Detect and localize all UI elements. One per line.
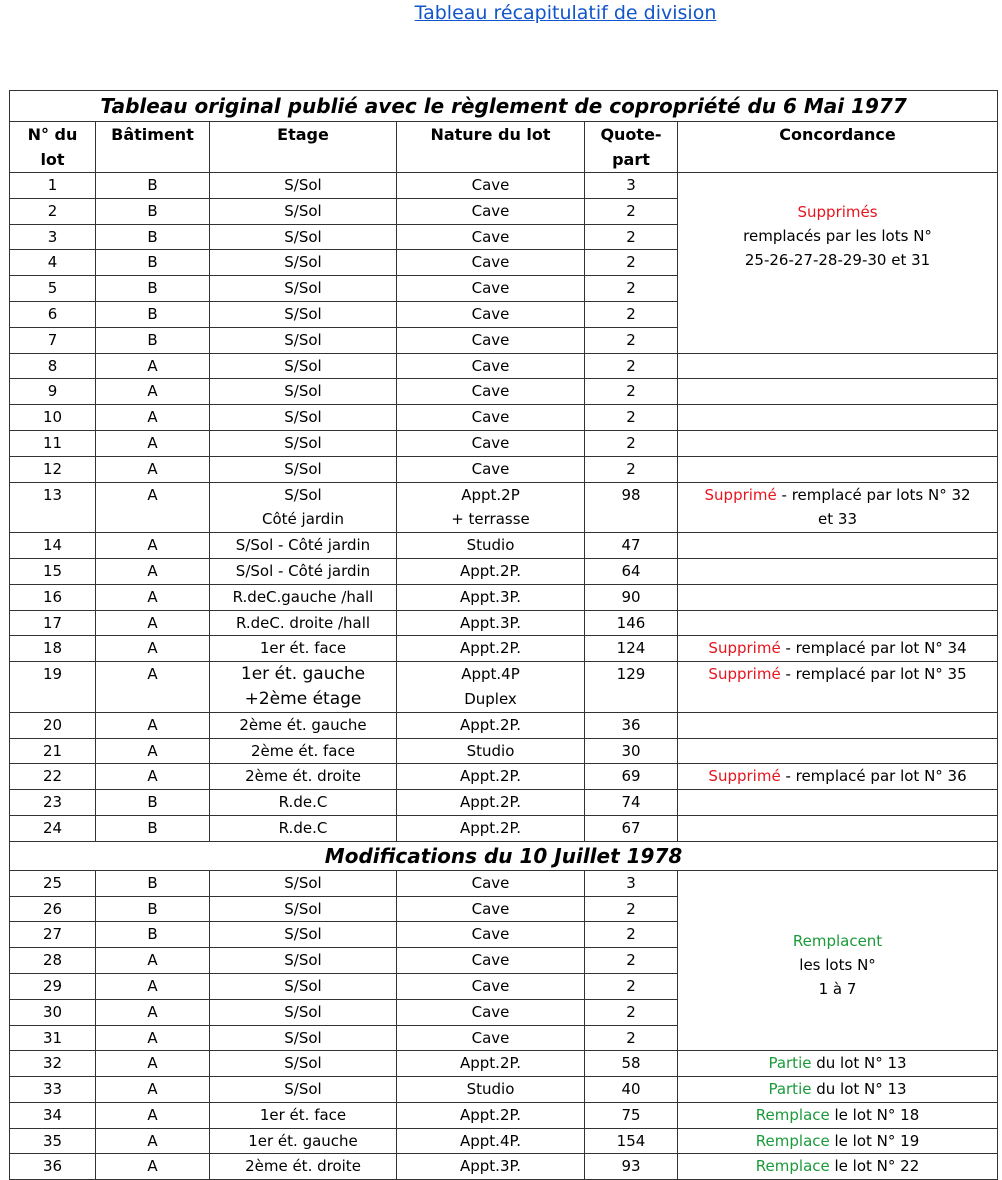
quote-part-cell: 2	[585, 379, 678, 405]
concordance-text: et 33	[818, 510, 858, 529]
col-header-lot: N° du lot	[10, 122, 96, 173]
concordance-line: 1 à 7	[818, 979, 857, 998]
etage-cell-line1: S/Sol	[284, 485, 322, 504]
lot-number: 17	[10, 610, 96, 636]
etage-cell: 2ème ét. face	[210, 738, 397, 764]
nature-cell: Appt.2P.	[397, 764, 585, 790]
lot-number: 1	[10, 173, 96, 199]
table-row	[10, 482, 998, 533]
concordance-cell-lots-25-31	[678, 870, 998, 1051]
status-supprimes: Supprimés	[797, 202, 878, 221]
lot-number: 16	[10, 584, 96, 610]
nature-cell: Appt.2P.	[397, 1102, 585, 1128]
quote-part-cell: 2	[585, 922, 678, 948]
etage-cell	[210, 662, 397, 713]
lot-number: 24	[10, 815, 96, 841]
table-row	[10, 405, 998, 431]
etage-cell: 2ème ét. droite	[210, 1154, 397, 1180]
lot-number: 32	[10, 1051, 96, 1077]
status-supprime: Supprimé	[708, 767, 781, 786]
etage-cell: 1er ét. face	[210, 1102, 397, 1128]
lot-number: 26	[10, 896, 96, 922]
concordance-status: Remplace	[755, 1105, 830, 1124]
etage-cell: S/Sol	[210, 301, 397, 327]
concordance-text: le lot N° 18	[829, 1105, 920, 1124]
nature-cell: Cave	[397, 922, 585, 948]
quote-part-cell: 2	[585, 224, 678, 250]
concordance-status: Remplace	[755, 1131, 830, 1150]
status-supprime: Supprimé	[708, 665, 781, 684]
lot-number: 29	[10, 973, 96, 999]
etage-cell: S/Sol - Côté jardin	[210, 558, 397, 584]
etage-cell: 1er ét. gauche	[210, 1128, 397, 1154]
batiment-cell: A	[96, 662, 210, 713]
nature-cell: Appt.2P.	[397, 790, 585, 816]
table-row	[10, 1154, 998, 1180]
nature-cell: Cave	[397, 973, 585, 999]
batiment-cell: B	[96, 896, 210, 922]
nature-cell: Cave	[397, 353, 585, 379]
batiment-cell: A	[96, 738, 210, 764]
nature-cell: Cave	[397, 198, 585, 224]
concordance-cell	[678, 379, 998, 405]
quote-part-cell: 2	[585, 327, 678, 353]
modifications-title-row	[10, 841, 998, 870]
lot-number: 3	[10, 224, 96, 250]
table-row	[10, 738, 998, 764]
etage-cell: S/Sol	[210, 327, 397, 353]
quote-part-cell: 47	[585, 533, 678, 559]
concordance-status: Partie	[768, 1054, 812, 1073]
nature-cell: Appt.2P.	[397, 1051, 585, 1077]
nature-cell: Cave	[397, 327, 585, 353]
quote-part-cell: 36	[585, 712, 678, 738]
header-row	[10, 122, 998, 173]
concordance-cell-lots-1-7	[678, 173, 998, 354]
nature-cell: Cave	[397, 1025, 585, 1051]
lot-number: 5	[10, 276, 96, 302]
batiment-cell: A	[96, 973, 210, 999]
lot-number: 10	[10, 405, 96, 431]
nature-cell: Appt.3P.	[397, 1154, 585, 1180]
concordance-cell	[678, 558, 998, 584]
lot-number: 31	[10, 1025, 96, 1051]
nature-cell: Cave	[397, 379, 585, 405]
batiment-cell: B	[96, 922, 210, 948]
concordance-cell	[678, 610, 998, 636]
status-supprime: Supprimé	[708, 639, 781, 658]
quote-part-cell: 93	[585, 1154, 678, 1180]
table-row	[10, 636, 998, 662]
concordance-status: Remplace	[755, 1157, 830, 1176]
lot-number: 6	[10, 301, 96, 327]
nature-cell: Studio	[397, 1077, 585, 1103]
batiment-cell: B	[96, 250, 210, 276]
quote-part-cell: 2	[585, 948, 678, 974]
etage-cell: S/Sol	[210, 276, 397, 302]
col-header-etage: Etage	[210, 122, 397, 173]
lot-number: 27	[10, 922, 96, 948]
concordance-cell	[678, 1102, 998, 1128]
quote-part-cell: 2	[585, 198, 678, 224]
table-row	[10, 712, 998, 738]
concordance-text: le lot N° 22	[829, 1157, 920, 1176]
lot-number: 20	[10, 712, 96, 738]
lot-number: 35	[10, 1128, 96, 1154]
table-row	[10, 558, 998, 584]
table-row	[10, 430, 998, 456]
concordance-cell	[678, 456, 998, 482]
etage-cell: 2ème ét. droite	[210, 764, 397, 790]
concordance-cell	[678, 1154, 998, 1180]
concordance-line: 25-26-27-28-29-30 et 31	[744, 250, 931, 269]
lot-number: 19	[10, 662, 96, 713]
batiment-cell: B	[96, 870, 210, 896]
quote-part-cell: 64	[585, 558, 678, 584]
modifications-title: Modifications du 10 Juillet 1978	[10, 841, 998, 870]
nature-cell: Cave	[397, 456, 585, 482]
concordance-cell	[678, 815, 998, 841]
etage-cell: S/Sol	[210, 198, 397, 224]
batiment-cell: B	[96, 327, 210, 353]
quote-part-cell: 40	[585, 1077, 678, 1103]
table-row	[10, 790, 998, 816]
quote-part-cell: 2	[585, 999, 678, 1025]
etage-cell: S/Sol	[210, 250, 397, 276]
table-title-row	[10, 91, 998, 122]
etage-cell-line1: 1er ét. gauche	[240, 664, 366, 685]
concordance-cell	[678, 405, 998, 431]
concordance-cell	[678, 790, 998, 816]
quote-part-cell: 90	[585, 584, 678, 610]
lot-number: 13	[10, 482, 96, 533]
concordance-text: - remplacé par lot N° 34	[780, 639, 967, 658]
batiment-cell: A	[96, 353, 210, 379]
batiment-cell: A	[96, 610, 210, 636]
nature-cell: Studio	[397, 533, 585, 559]
concordance-cell	[678, 1128, 998, 1154]
nature-cell: Cave	[397, 870, 585, 896]
nature-cell: Cave	[397, 301, 585, 327]
etage-cell: S/Sol	[210, 922, 397, 948]
nature-cell: Appt.3P.	[397, 610, 585, 636]
lot-number: 22	[10, 764, 96, 790]
lot-number: 4	[10, 250, 96, 276]
concordance-cell	[678, 533, 998, 559]
batiment-cell: A	[96, 712, 210, 738]
concordance-cell	[678, 482, 998, 533]
quote-part-cell: 129	[585, 662, 678, 713]
batiment-cell: A	[96, 636, 210, 662]
etage-cell	[210, 482, 397, 533]
lot-number: 11	[10, 430, 96, 456]
concordance-cell	[678, 1077, 998, 1103]
quote-part-cell: 2	[585, 456, 678, 482]
lot-number: 25	[10, 870, 96, 896]
lot-number: 30	[10, 999, 96, 1025]
lot-number: 28	[10, 948, 96, 974]
table-row	[10, 353, 998, 379]
concordance-cell	[678, 738, 998, 764]
batiment-cell: A	[96, 1128, 210, 1154]
table-row	[10, 610, 998, 636]
lot-number: 33	[10, 1077, 96, 1103]
etage-cell: S/Sol - Côté jardin	[210, 533, 397, 559]
nature-cell-line2: + terrasse	[451, 510, 530, 529]
etage-cell: S/Sol	[210, 456, 397, 482]
quote-part-cell: 2	[585, 276, 678, 302]
etage-cell: R.deC. droite /hall	[210, 610, 397, 636]
concordance-line: remplacés par les lots N°	[743, 226, 932, 245]
nature-cell	[397, 662, 585, 713]
etage-cell-line2: +2ème étage	[244, 688, 362, 709]
quote-part-cell: 2	[585, 1025, 678, 1051]
quote-part-cell: 154	[585, 1128, 678, 1154]
concordance-line: les lots N°	[799, 955, 876, 974]
etage-cell: S/Sol	[210, 173, 397, 199]
quote-part-cell: 30	[585, 738, 678, 764]
etage-cell: R.deC.gauche /hall	[210, 584, 397, 610]
table-row	[10, 533, 998, 559]
etage-cell: S/Sol	[210, 430, 397, 456]
batiment-cell: A	[96, 456, 210, 482]
lot-number: 15	[10, 558, 96, 584]
status-supprime: Supprimé	[704, 485, 777, 504]
concordance-cell	[678, 430, 998, 456]
table-row	[10, 1051, 998, 1077]
etage-cell: S/Sol	[210, 224, 397, 250]
concordance-cell	[678, 712, 998, 738]
lot-number: 9	[10, 379, 96, 405]
quote-part-cell: 2	[585, 973, 678, 999]
batiment-cell: A	[96, 764, 210, 790]
etage-cell: 1er ét. face	[210, 636, 397, 662]
batiment-cell: B	[96, 173, 210, 199]
lot-number: 21	[10, 738, 96, 764]
table-row	[10, 1077, 998, 1103]
table-row	[10, 1128, 998, 1154]
batiment-cell: A	[96, 558, 210, 584]
table-row	[10, 870, 998, 896]
quote-part-cell: 74	[585, 790, 678, 816]
etage-cell: S/Sol	[210, 353, 397, 379]
concordance-status: Partie	[768, 1080, 812, 1099]
etage-cell: S/Sol	[210, 948, 397, 974]
concordance-cell	[678, 584, 998, 610]
table-row	[10, 764, 998, 790]
concordance-text: le lot N° 19	[829, 1131, 920, 1150]
batiment-cell: A	[96, 482, 210, 533]
etage-cell: 2ème ét. gauche	[210, 712, 397, 738]
batiment-cell: A	[96, 430, 210, 456]
concordance-cell	[678, 764, 998, 790]
quote-part-cell: 3	[585, 173, 678, 199]
concordance-text: - remplacé par lot N° 35	[780, 665, 967, 684]
concordance-cell	[678, 1051, 998, 1077]
nature-cell-line2: Duplex	[464, 689, 517, 708]
table-row	[10, 456, 998, 482]
etage-cell: S/Sol	[210, 973, 397, 999]
batiment-cell: B	[96, 790, 210, 816]
nature-cell: Appt.2P.	[397, 636, 585, 662]
nature-cell: Cave	[397, 276, 585, 302]
page-title-link[interactable]: Tableau récapitulatif de division	[414, 2, 717, 24]
etage-cell: S/Sol	[210, 1025, 397, 1051]
batiment-cell: A	[96, 999, 210, 1025]
nature-cell: Cave	[397, 896, 585, 922]
table-row	[10, 173, 998, 199]
lot-number: 36	[10, 1154, 96, 1180]
batiment-cell: A	[96, 584, 210, 610]
concordance-text: du lot N° 13	[811, 1080, 907, 1099]
concordance-text: - remplacé par lots N° 32	[776, 485, 971, 504]
quote-part-cell: 98	[585, 482, 678, 533]
nature-cell: Cave	[397, 405, 585, 431]
nature-cell: Cave	[397, 250, 585, 276]
batiment-cell: A	[96, 533, 210, 559]
table-row	[10, 815, 998, 841]
nature-cell-line1: Appt.4P	[461, 665, 520, 684]
nature-cell	[397, 482, 585, 533]
batiment-cell: B	[96, 815, 210, 841]
col-header-nature: Nature du lot	[397, 122, 585, 173]
batiment-cell: A	[96, 405, 210, 431]
nature-cell: Appt.2P.	[397, 558, 585, 584]
batiment-cell: A	[96, 379, 210, 405]
batiment-cell: A	[96, 1154, 210, 1180]
batiment-cell: A	[96, 948, 210, 974]
quote-part-cell: 2	[585, 250, 678, 276]
lot-number: 18	[10, 636, 96, 662]
batiment-cell: B	[96, 276, 210, 302]
etage-cell: S/Sol	[210, 1051, 397, 1077]
nature-cell: Cave	[397, 173, 585, 199]
quote-part-cell: 2	[585, 301, 678, 327]
lot-number: 34	[10, 1102, 96, 1128]
nature-cell: Studio	[397, 738, 585, 764]
quote-part-cell: 67	[585, 815, 678, 841]
nature-cell: Appt.3P.	[397, 584, 585, 610]
concordance-cell	[678, 353, 998, 379]
table-row	[10, 584, 998, 610]
col-header-quote-part: Quote- part	[585, 122, 678, 173]
lot-number: 7	[10, 327, 96, 353]
concordance-cell	[678, 636, 998, 662]
etage-cell: S/Sol	[210, 870, 397, 896]
quote-part-cell: 124	[585, 636, 678, 662]
lot-number: 8	[10, 353, 96, 379]
quote-part-cell: 2	[585, 896, 678, 922]
quote-part-cell: 3	[585, 870, 678, 896]
nature-cell: Cave	[397, 430, 585, 456]
quote-part-cell: 2	[585, 430, 678, 456]
nature-cell: Appt.2P.	[397, 712, 585, 738]
etage-cell: R.de.C	[210, 815, 397, 841]
etage-cell: S/Sol	[210, 379, 397, 405]
table-row	[10, 662, 998, 713]
lot-number: 14	[10, 533, 96, 559]
quote-part-cell: 69	[585, 764, 678, 790]
nature-cell: Cave	[397, 224, 585, 250]
table-title: Tableau original publié avec le règlement de copropriété du 6 Mai 1977	[10, 91, 998, 122]
status-remplacent: Remplacent	[792, 931, 883, 950]
etage-cell: S/Sol	[210, 896, 397, 922]
quote-part-cell: 58	[585, 1051, 678, 1077]
batiment-cell: A	[96, 1077, 210, 1103]
nature-cell: Cave	[397, 948, 585, 974]
division-table	[9, 90, 998, 1180]
concordance-text: du lot N° 13	[811, 1054, 907, 1073]
quote-part-cell: 75	[585, 1102, 678, 1128]
lot-number: 12	[10, 456, 96, 482]
quote-part-cell: 2	[585, 353, 678, 379]
etage-cell-line2: Côté jardin	[262, 510, 344, 529]
lot-number: 23	[10, 790, 96, 816]
table-row	[10, 1102, 998, 1128]
batiment-cell: A	[96, 1025, 210, 1051]
col-header-concordance: Concordance	[678, 122, 998, 173]
batiment-cell: B	[96, 198, 210, 224]
nature-cell-line1: Appt.2P	[461, 485, 520, 504]
col-header-batiment: Bâtiment	[96, 122, 210, 173]
batiment-cell: B	[96, 224, 210, 250]
nature-cell: Appt.2P.	[397, 815, 585, 841]
nature-cell: Cave	[397, 999, 585, 1025]
quote-part-cell: 146	[585, 610, 678, 636]
concordance-cell	[678, 662, 998, 713]
etage-cell: S/Sol	[210, 999, 397, 1025]
table-row	[10, 379, 998, 405]
etage-cell: S/Sol	[210, 405, 397, 431]
etage-cell: R.de.C	[210, 790, 397, 816]
nature-cell: Appt.4P.	[397, 1128, 585, 1154]
lot-number: 2	[10, 198, 96, 224]
batiment-cell: A	[96, 1051, 210, 1077]
batiment-cell: A	[96, 1102, 210, 1128]
quote-part-cell: 2	[585, 405, 678, 431]
etage-cell: S/Sol	[210, 1077, 397, 1103]
batiment-cell: B	[96, 301, 210, 327]
concordance-text: - remplacé par lot N° 36	[780, 767, 967, 786]
